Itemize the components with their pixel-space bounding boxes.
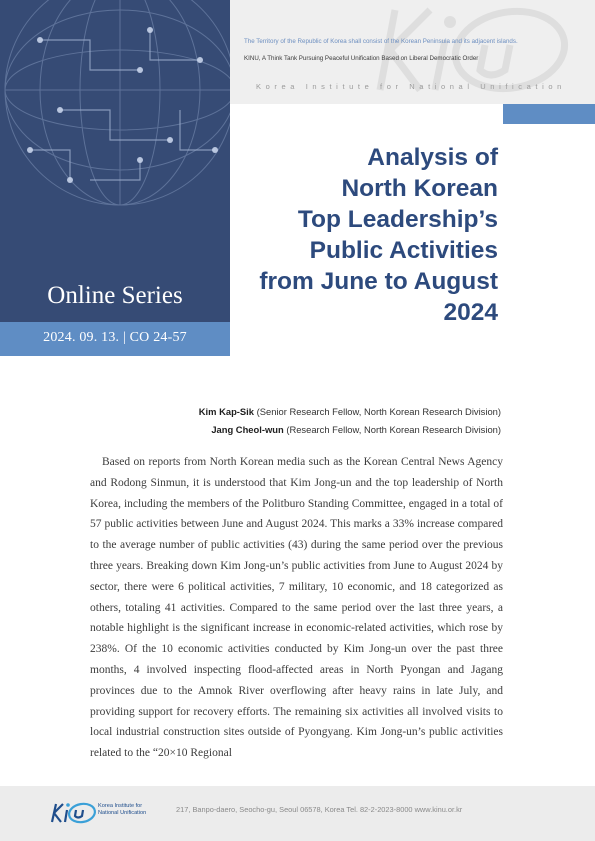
document-title [232, 142, 498, 328]
author-name: Kim Kap-Sik [198, 406, 255, 417]
author-list [100, 403, 501, 439]
body-paragraph: Based on reports from North Korean media such as the Korean Central News Agency and Rodong Sinmun, it is understood that Kim Jong-un and the top leadership of North Korea, including the members of the Politburo Standing Committee, engaged in a total of 57 public activities between June and August 2024. This marks a 33% increase compared to the average number of public activities (43) during the same period over the previous three years. Breaking down Kim Jong-un’s public activities from June to August 2024 by sector, there were 6 political activities, 7 military, 10 economic, and 18 categorized as others, totaling 41 activities. Compared to the same period over the last three years, a notable highlight is the significant increase in economic-related activities, which rose by 238%. Of the 10 economic activities conducted by Kim Jong-un over the past three months, 4 involved inspecting flood-affected areas in North Pyongan and Jagang provinces due to the Amnok River overflowing after heavy rains in late July, and providing support for recovery efforts. The remaining six activities all involved visits to local industrial construction sites outside of Pyongyang. Kim Jong-un’s public activities related to the “20×10 Regional [90, 456, 503, 760]
cover-panel [0, 0, 230, 330]
title-line: from June to August [259, 268, 498, 295]
author-row [100, 403, 501, 421]
territory-tagline: The Territory of the Republic of Korea shall consist of the Korean Peninsula and its adjacent islands. [244, 38, 518, 45]
series-title: Online Series [47, 282, 183, 309]
title-line: Analysis of [367, 144, 498, 171]
accent-bar [503, 104, 595, 124]
footer-logo-text [98, 803, 146, 817]
author-name: Jang Cheol-wun [211, 424, 284, 435]
date-code: 2024. 09. 13. | CO 24-57 [43, 330, 187, 345]
kinu-tagline: KINU, A Think Tank Pursuing Peaceful Unification Based on Liberal Democratic Order [244, 55, 479, 62]
title-line: 2024 [443, 299, 498, 326]
author-row [100, 421, 501, 439]
logo-text-line: National Unification [98, 810, 147, 816]
footer-address: 217, Banpo-daero, Seocho-gu, Seoul 06578, Korea Tel. 82-2-2023-8000 www.kinu.or.kr [176, 805, 463, 814]
logo-text-line: Korea Institute for [98, 803, 143, 809]
globe-network-graphic [0, 0, 230, 300]
title-line: North Korean [341, 175, 498, 202]
institute-name-spaced: Korea Institute for National Unification [256, 82, 566, 91]
title-line: Public Activities [309, 237, 498, 264]
title-line: Top Leadership’s [297, 206, 498, 233]
author-affiliation: (Senior Research Fellow, North Korean Research Division) [256, 406, 501, 417]
author-affiliation: (Research Fellow, North Korean Research Division) [286, 424, 501, 435]
